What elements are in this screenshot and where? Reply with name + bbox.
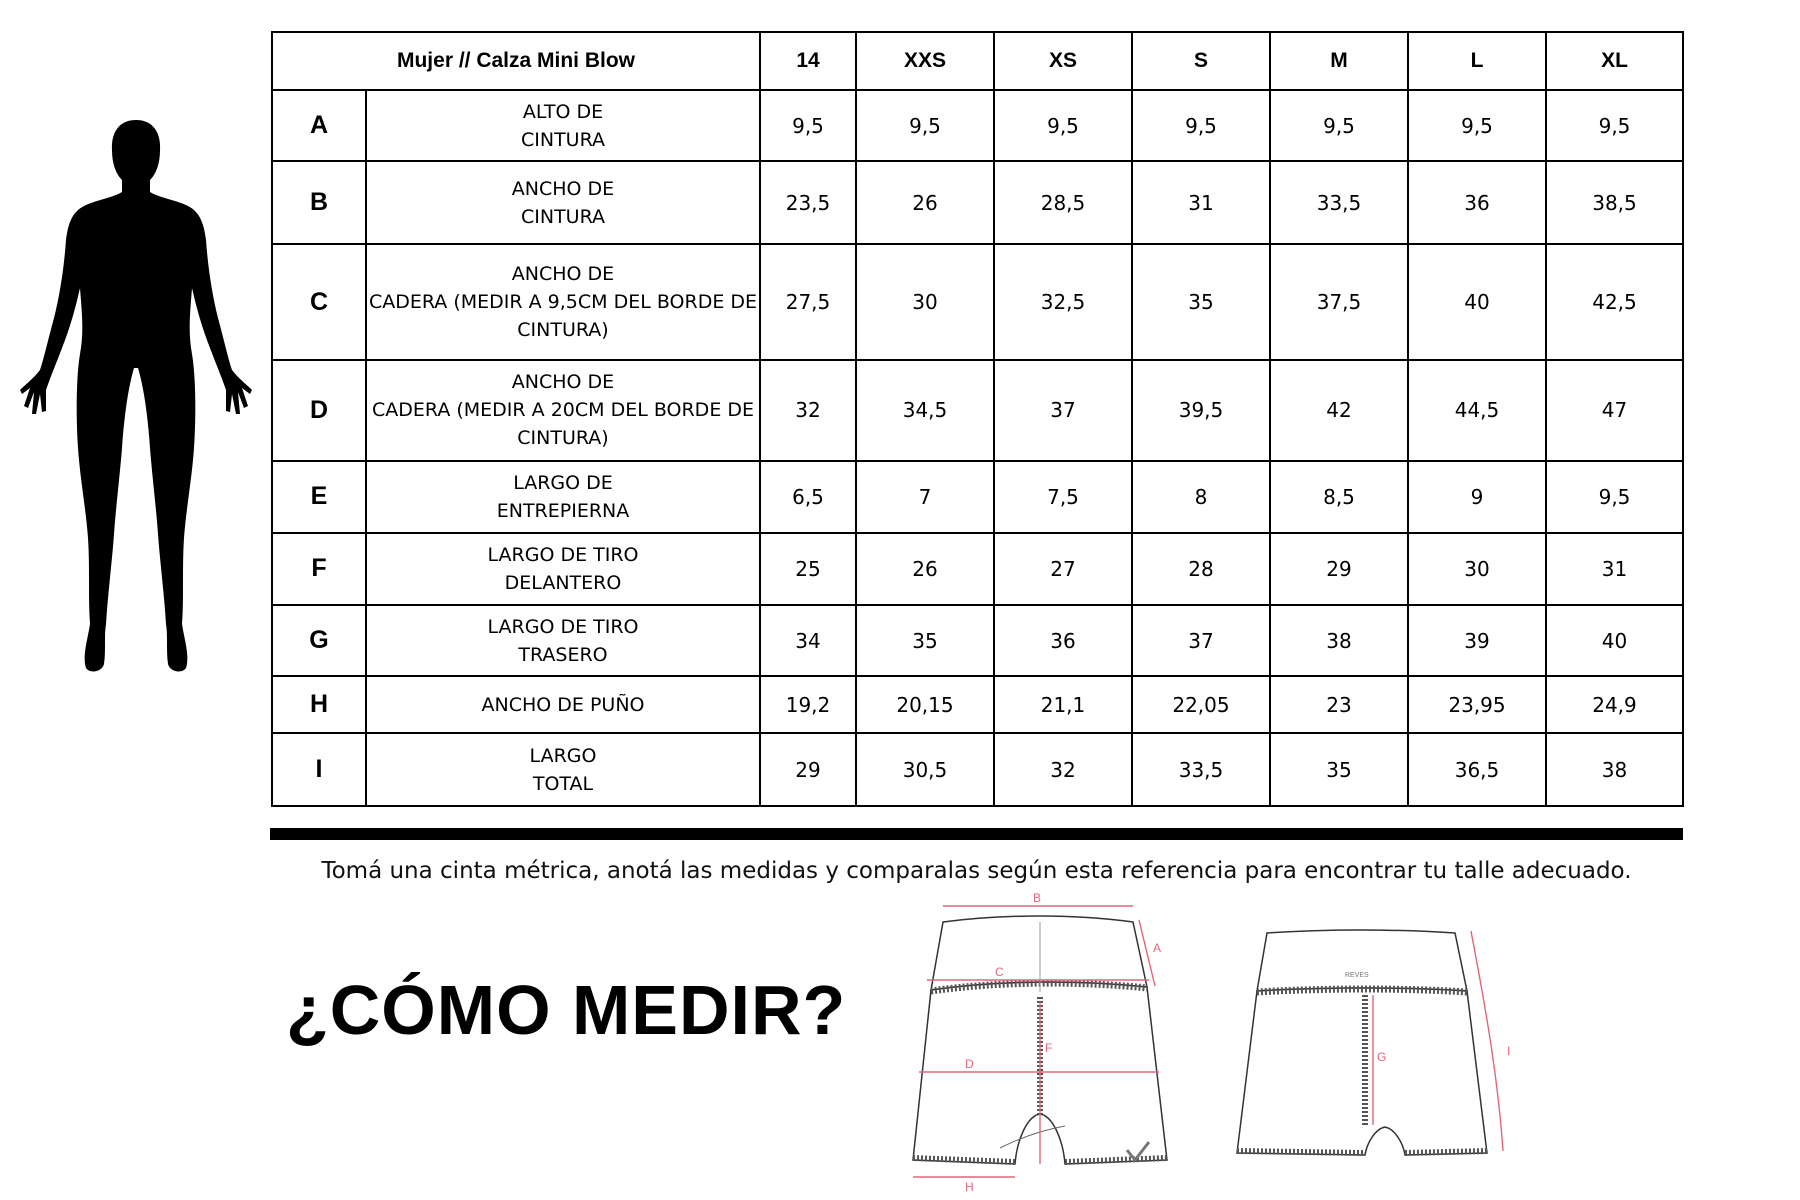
measuring-instructions: Tomá una cinta métrica, anotá las medidas y comparalas según esta referencia para encontrar tu talle adecuado. bbox=[321, 858, 1632, 884]
label-a: A bbox=[1153, 941, 1162, 955]
size-value-cell: 20,15 bbox=[856, 676, 994, 733]
size-value-cell: 40 bbox=[1546, 605, 1683, 677]
measure-name: LARGO TOTAL bbox=[366, 733, 760, 806]
measure-name: LARGO DE TIRO TRASERO bbox=[366, 605, 760, 677]
measure-name: ANCHO DE CADERA (MEDIR A 9,5CM DEL BORDE DE CINTURA) bbox=[366, 244, 760, 359]
measure-letter: I bbox=[272, 733, 366, 806]
size-value-cell: 36 bbox=[1408, 161, 1546, 244]
size-value-cell: 9,5 bbox=[1270, 90, 1408, 162]
measure-name: ALTO DE CINTURA bbox=[366, 90, 760, 162]
size-value-cell: 23,5 bbox=[760, 161, 856, 244]
size-value-cell: 7,5 bbox=[994, 461, 1132, 533]
size-value-cell: 37 bbox=[1132, 605, 1270, 677]
size-value-cell: 9,5 bbox=[994, 90, 1132, 162]
table-title: Mujer // Calza Mini Blow bbox=[272, 32, 760, 90]
size-value-cell: 9,5 bbox=[1408, 90, 1546, 162]
size-header-xl: XL bbox=[1546, 32, 1683, 90]
size-value-cell: 37 bbox=[994, 360, 1132, 461]
size-header-s: S bbox=[1132, 32, 1270, 90]
size-value-cell: 34,5 bbox=[856, 360, 994, 461]
size-value-cell: 32 bbox=[760, 360, 856, 461]
size-value-cell: 33,5 bbox=[1270, 161, 1408, 244]
size-value-cell: 8,5 bbox=[1270, 461, 1408, 533]
size-value-cell: 44,5 bbox=[1408, 360, 1546, 461]
woman-silhouette-icon bbox=[16, 118, 256, 678]
size-value-cell: 32,5 bbox=[994, 244, 1132, 359]
size-value-cell: 24,9 bbox=[1546, 676, 1683, 733]
measure-name: LARGO DE ENTREPIERNA bbox=[366, 461, 760, 533]
size-value-cell: 9,5 bbox=[1546, 461, 1683, 533]
size-value-cell: 35 bbox=[1132, 244, 1270, 359]
table-row bbox=[272, 90, 1683, 162]
size-value-cell: 9,5 bbox=[1546, 90, 1683, 162]
how-to-measure-title: ¿CÓMO MEDIR? bbox=[286, 971, 847, 1049]
size-value-cell: 29 bbox=[760, 733, 856, 806]
size-value-cell: 42 bbox=[1270, 360, 1408, 461]
size-header-14: 14 bbox=[760, 32, 856, 90]
size-value-cell: 27,5 bbox=[760, 244, 856, 359]
size-value-cell: 39,5 bbox=[1132, 360, 1270, 461]
size-value-cell: 19,2 bbox=[760, 676, 856, 733]
label-d: D bbox=[965, 1057, 974, 1071]
size-value-cell: 28 bbox=[1132, 533, 1270, 605]
size-value-cell: 30 bbox=[856, 244, 994, 359]
label-c: C bbox=[995, 965, 1004, 979]
measure-name: ANCHO DE CINTURA bbox=[366, 161, 760, 244]
size-value-cell: 34 bbox=[760, 605, 856, 677]
measure-letter: G bbox=[272, 605, 366, 677]
table-row bbox=[272, 161, 1683, 244]
label-i: I bbox=[1507, 1044, 1511, 1058]
size-value-cell: 42,5 bbox=[1546, 244, 1683, 359]
measure-letter: H bbox=[272, 676, 366, 733]
size-value-cell: 9 bbox=[1408, 461, 1546, 533]
measure-name: LARGO DE TIRO DELANTERO bbox=[366, 533, 760, 605]
measure-name: ANCHO DE CADERA (MEDIR A 20CM DEL BORDE DE CINTURA) bbox=[366, 360, 760, 461]
size-value-cell: 35 bbox=[1270, 733, 1408, 806]
size-value-cell: 40 bbox=[1408, 244, 1546, 359]
label-b: B bbox=[1033, 892, 1042, 905]
size-value-cell: 31 bbox=[1132, 161, 1270, 244]
back-logo: REVES bbox=[1345, 972, 1369, 979]
size-value-cell: 6,5 bbox=[760, 461, 856, 533]
measure-letter: A bbox=[272, 90, 366, 162]
shorts-back-diagram bbox=[1235, 925, 1525, 1175]
size-value-cell: 33,5 bbox=[1132, 733, 1270, 806]
size-value-cell: 30,5 bbox=[856, 733, 994, 806]
size-value-cell: 31 bbox=[1546, 533, 1683, 605]
size-value-cell: 7 bbox=[856, 461, 994, 533]
size-value-cell: 36 bbox=[994, 605, 1132, 677]
size-value-cell: 47 bbox=[1546, 360, 1683, 461]
size-value-cell: 8 bbox=[1132, 461, 1270, 533]
size-value-cell: 37,5 bbox=[1270, 244, 1408, 359]
size-value-cell: 26 bbox=[856, 161, 994, 244]
table-row bbox=[272, 461, 1683, 533]
size-chart-table bbox=[271, 31, 1684, 807]
size-value-cell: 38 bbox=[1270, 605, 1408, 677]
size-value-cell: 38 bbox=[1546, 733, 1683, 806]
size-value-cell: 27 bbox=[994, 533, 1132, 605]
size-value-cell: 9,5 bbox=[856, 90, 994, 162]
measure-letter: F bbox=[272, 533, 366, 605]
size-value-cell: 35 bbox=[856, 605, 994, 677]
label-f: F bbox=[1045, 1041, 1053, 1055]
size-value-cell: 22,05 bbox=[1132, 676, 1270, 733]
table-row bbox=[272, 533, 1683, 605]
size-value-cell: 9,5 bbox=[1132, 90, 1270, 162]
table-header-row bbox=[272, 32, 1683, 90]
measure-letter: D bbox=[272, 360, 366, 461]
measure-letter: E bbox=[272, 461, 366, 533]
size-value-cell: 21,1 bbox=[994, 676, 1132, 733]
size-value-cell: 23,95 bbox=[1408, 676, 1546, 733]
size-value-cell: 29 bbox=[1270, 533, 1408, 605]
size-value-cell: 30 bbox=[1408, 533, 1546, 605]
size-header-l: L bbox=[1408, 32, 1546, 90]
table-row bbox=[272, 676, 1683, 733]
size-header-xs: XS bbox=[994, 32, 1132, 90]
measure-letter: C bbox=[272, 244, 366, 359]
table-row bbox=[272, 360, 1683, 461]
size-header-m: M bbox=[1270, 32, 1408, 90]
size-value-cell: 28,5 bbox=[994, 161, 1132, 244]
divider-bar bbox=[270, 828, 1683, 840]
size-header-xxs: XXS bbox=[856, 32, 994, 90]
label-h: H bbox=[965, 1180, 974, 1192]
measure-letter: B bbox=[272, 161, 366, 244]
shorts-front-diagram bbox=[905, 892, 1175, 1192]
size-value-cell: 36,5 bbox=[1408, 733, 1546, 806]
table-row bbox=[272, 733, 1683, 806]
size-value-cell: 25 bbox=[760, 533, 856, 605]
size-value-cell: 26 bbox=[856, 533, 994, 605]
size-value-cell: 38,5 bbox=[1546, 161, 1683, 244]
size-value-cell: 32 bbox=[994, 733, 1132, 806]
size-value-cell: 39 bbox=[1408, 605, 1546, 677]
measure-name: ANCHO DE PUÑO bbox=[366, 676, 760, 733]
size-value-cell: 23 bbox=[1270, 676, 1408, 733]
table-row bbox=[272, 244, 1683, 359]
label-g: G bbox=[1377, 1050, 1387, 1064]
table-row bbox=[272, 605, 1683, 677]
size-value-cell: 9,5 bbox=[760, 90, 856, 162]
